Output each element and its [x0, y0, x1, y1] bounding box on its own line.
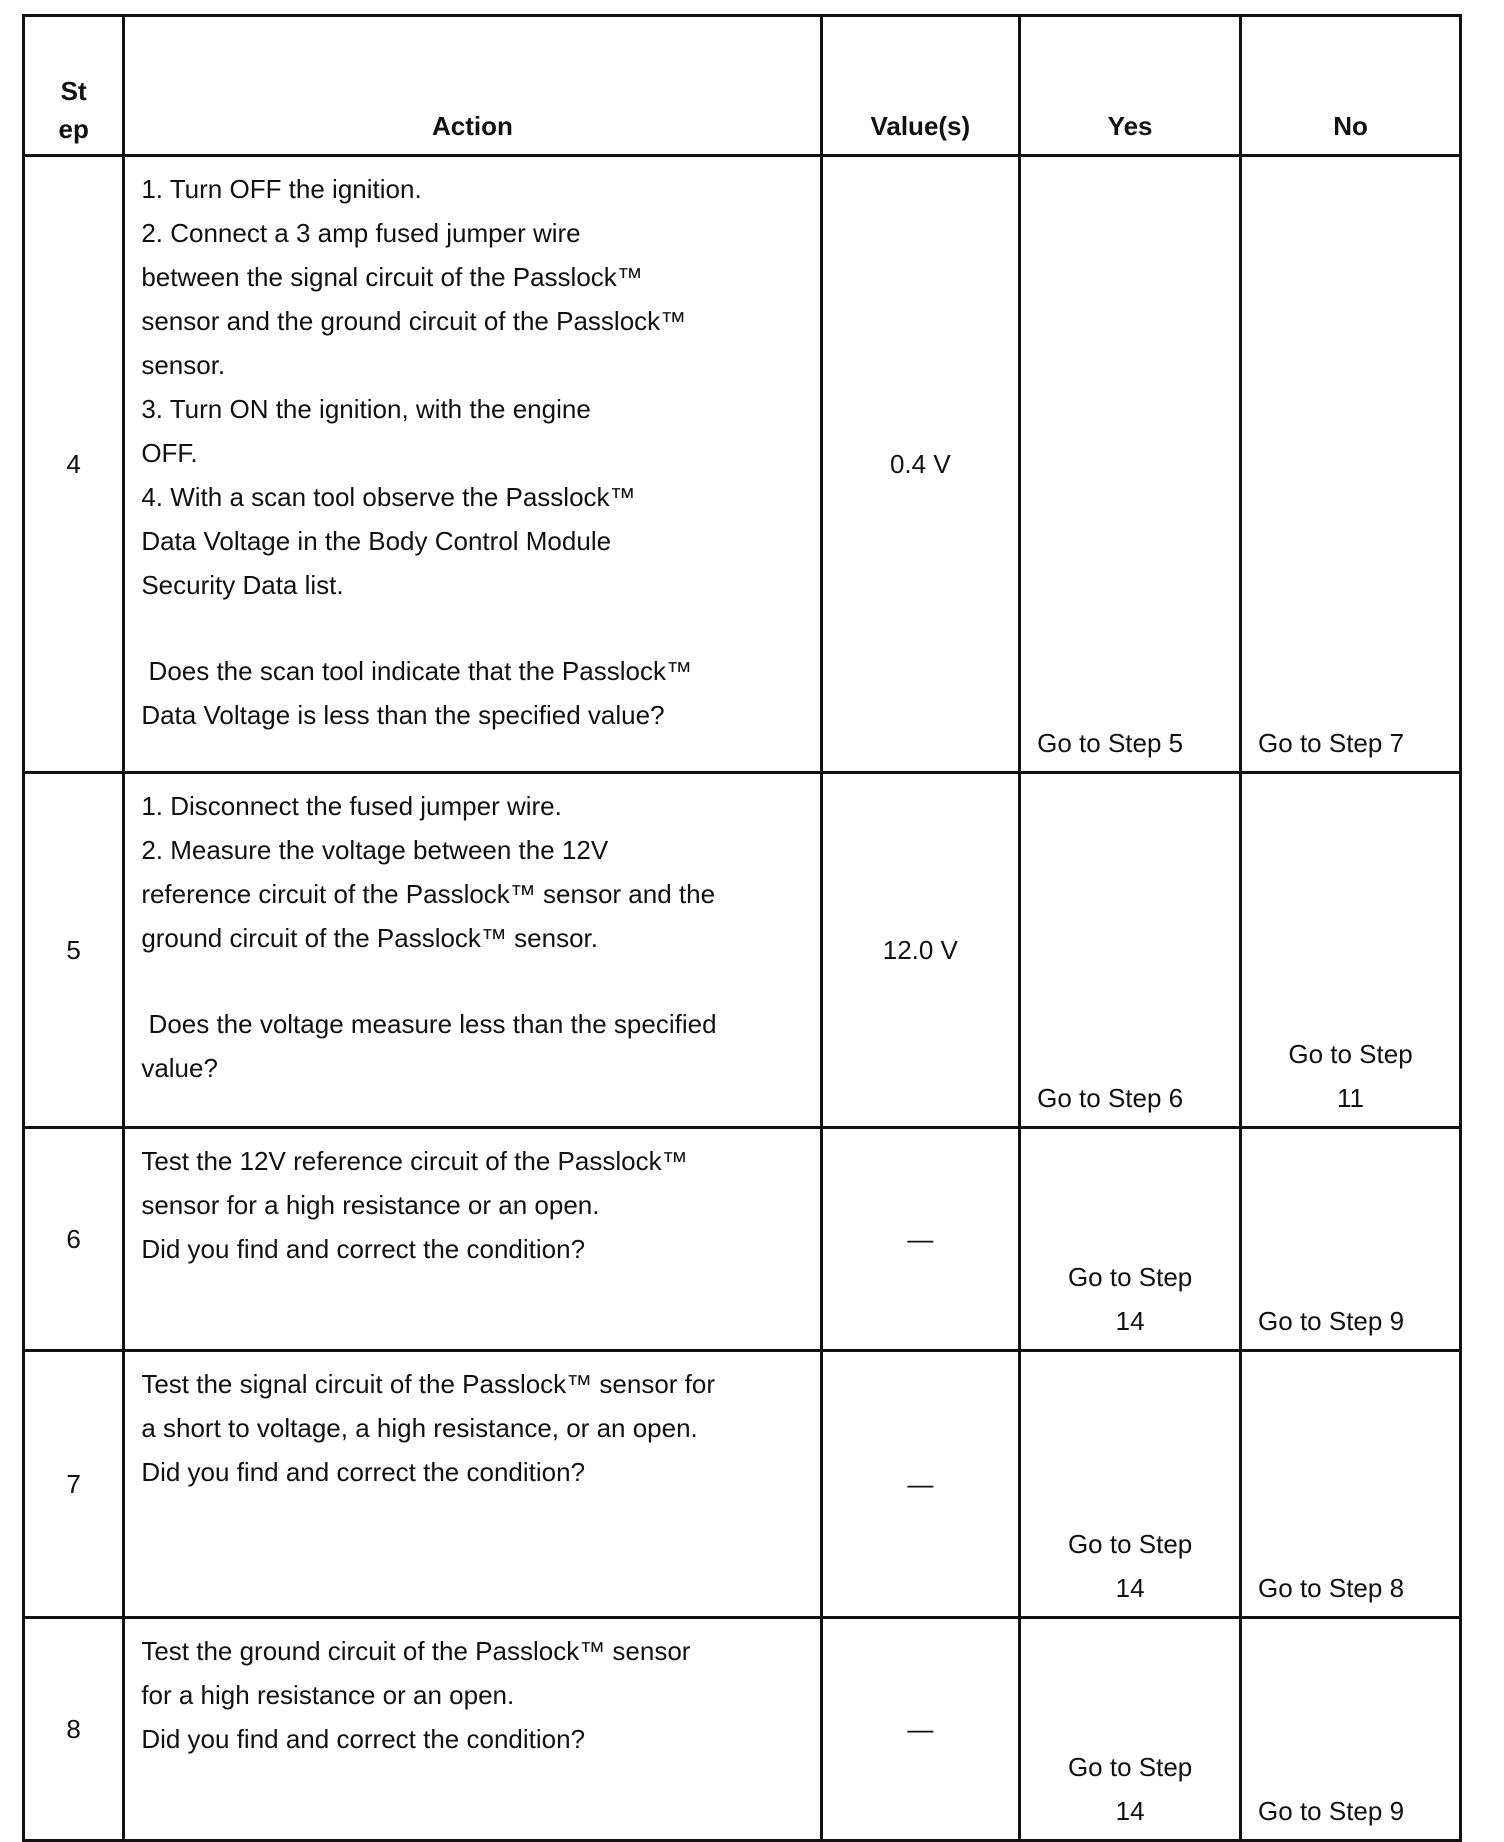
no-cell [1241, 1618, 1461, 1841]
header-row [24, 16, 1461, 156]
table-row-step-4 [24, 156, 1461, 773]
yes-cell [1020, 1128, 1241, 1351]
action-cell [124, 1128, 821, 1351]
yes-cell [1020, 156, 1241, 773]
question-line: Does the scan tool indicate that the Passlock™ [141, 656, 692, 686]
table-row-step-7 [24, 1351, 1461, 1618]
yes-line: Go to Step 5 [1037, 728, 1184, 758]
no-line: Go to Step 9 [1258, 1306, 1405, 1336]
no-line: Go to Step [1288, 1039, 1413, 1069]
header-values: Value(s) [821, 16, 1020, 156]
action-line: Did you find and correct the condition? [141, 1724, 586, 1754]
yes-cell [1020, 773, 1241, 1128]
no-cell [1241, 1128, 1461, 1351]
yes-line: 14 [1115, 1306, 1145, 1336]
question-line: Data Voltage is less than the specified value? [141, 700, 665, 730]
action-line: sensor for a high resistance or an open. [141, 1190, 600, 1220]
table-row-step-5 [24, 773, 1461, 1128]
value-cell: 12.0 V [821, 773, 1020, 1128]
yes-line: Go to Step [1067, 1262, 1193, 1292]
table-row-step-6 [24, 1128, 1461, 1351]
value-cell: — [821, 1128, 1020, 1351]
yes-line: 14 [1115, 1796, 1145, 1826]
action-cell [124, 773, 821, 1128]
action-line: sensor. [141, 350, 226, 380]
action-line: Did you find and correct the condition? [141, 1234, 586, 1264]
no-cell [1241, 1351, 1461, 1618]
action-line: Security Data list. [141, 570, 344, 600]
action-line: 1. Turn OFF the ignition. [141, 174, 422, 204]
step-number: 4 [24, 156, 124, 773]
step-number: 7 [24, 1351, 124, 1618]
header-no: No [1241, 16, 1461, 156]
value-cell: 0.4 V [821, 156, 1020, 773]
action-line: reference circuit of the Passlock™ sensor and the [141, 879, 716, 909]
yes-cell [1020, 1618, 1241, 1841]
value-cell: — [821, 1618, 1020, 1841]
action-line: OFF. [141, 438, 198, 468]
action-line: Did you find and correct the condition? [141, 1457, 586, 1487]
yes-line: Go to Step 6 [1037, 1083, 1184, 1113]
header-step [24, 16, 124, 156]
diagnostic-table [22, 14, 1462, 1842]
action-line: 2. Measure the voltage between the 12V [141, 835, 609, 865]
action-line: Test the ground circuit of the Passlock™ sensor [141, 1636, 691, 1666]
action-cell [124, 1618, 821, 1841]
action-cell [124, 1351, 821, 1618]
header-yes: Yes [1020, 16, 1241, 156]
value-cell: — [821, 1351, 1020, 1618]
action-line: 4. With a scan tool observe the Passlock™ [141, 482, 636, 512]
action-line: 1. Disconnect the fused jumper wire. [141, 791, 562, 821]
yes-line: Go to Step [1067, 1529, 1193, 1559]
action-cell [124, 156, 821, 773]
action-line: for a high resistance or an open. [141, 1680, 515, 1710]
no-line: Go to Step 9 [1258, 1796, 1405, 1826]
no-line: Go to Step 7 [1258, 728, 1405, 758]
yes-line: 14 [1115, 1573, 1145, 1603]
header-step-line2: ep [58, 114, 89, 144]
action-line: Test the 12V reference circuit of the Passlock™ [141, 1146, 688, 1176]
yes-line: Go to Step [1067, 1752, 1193, 1782]
action-line: a short to voltage, a high resistance, or an open. [141, 1413, 698, 1443]
action-line: Test the signal circuit of the Passlock™ sensor for [141, 1369, 716, 1399]
step-number: 5 [24, 773, 124, 1128]
question-line: value? [141, 1053, 218, 1083]
action-line: ground circuit of the Passlock™ sensor. [141, 923, 598, 953]
step-number: 6 [24, 1128, 124, 1351]
table-row-step-8 [24, 1618, 1461, 1841]
action-line: Data Voltage in the Body Control Module [141, 526, 612, 556]
header-action: Action [124, 16, 821, 156]
step-number: 8 [24, 1618, 124, 1841]
action-line: 3. Turn ON the ignition, with the engine [141, 394, 591, 424]
no-cell [1241, 773, 1461, 1128]
no-cell [1241, 156, 1461, 773]
action-line: sensor and the ground circuit of the Passlock™ [141, 306, 687, 336]
no-line: Go to Step 8 [1258, 1573, 1405, 1603]
question-line: Does the voltage measure less than the specified [141, 1009, 717, 1039]
header-step-line1: St [60, 76, 87, 106]
action-line: between the signal circuit of the Passlock™ [141, 262, 643, 292]
no-line: 11 [1337, 1083, 1365, 1113]
yes-cell [1020, 1351, 1241, 1618]
action-line: 2. Connect a 3 amp fused jumper wire [141, 218, 581, 248]
